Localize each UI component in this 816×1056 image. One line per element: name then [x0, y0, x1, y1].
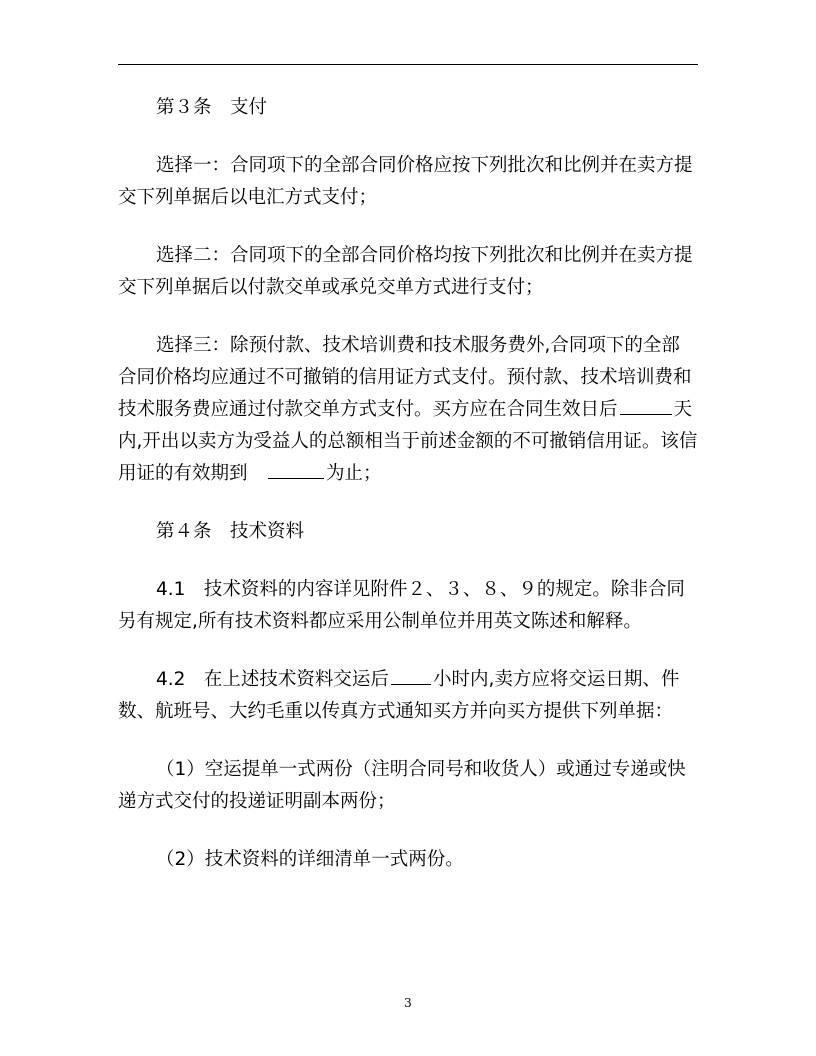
clause-4-2-text-2: 小时内,卖方应将交运日期、件数、航班号、大约毛重以传真方式通知买方并向买方提供下列单据：	[118, 669, 680, 722]
page-number: 3	[404, 996, 412, 1010]
clause-4-1: 4.1 技术资料的内容详见附件２、３、８、９的规定。除非合同另有规定,所有技术资料都应采用公制单位并用英文陈述和解释。	[118, 579, 685, 632]
option-3-text-1: 选择三：除预付款、技术培训费和技术服务费外,合同项下的全部合同价格均应通过不可撤销的信用证方式支付。预付款、技术培训费和技术服务费应通过付款交单方式支付。买方应在合同生效日后	[118, 335, 692, 420]
article-3-option-2: 选择二：合同项下的全部合同价格均按下列批次和比例并在卖方提交下列单据后以付款交单或承兑交单方式进行支付；	[118, 245, 693, 298]
document-body	[118, 92, 698, 876]
header-rule	[118, 64, 698, 65]
article-3-option-3	[118, 330, 698, 490]
article-3-option-1: 选择一：合同项下的全部合同价格应按下列批次和比例并在卖方提交下列单据后以电汇方式支付；	[118, 155, 693, 208]
hours-blank[interactable]	[391, 666, 431, 685]
days-blank[interactable]	[620, 396, 672, 415]
article-4-heading: 第４条 技术资料	[156, 521, 305, 542]
article-3-heading: 第３条 支付	[156, 97, 268, 118]
document-item-1: （1）空运提单一式两份（注明合同号和收货人）或通过专递或快递方式交付的投递证明副本两份；	[118, 759, 686, 812]
document-item-2: （2）技术资料的详细清单一式两份。	[156, 849, 464, 870]
option-3-text-3: 为止；	[326, 463, 382, 484]
expiry-date-blank[interactable]	[268, 460, 324, 479]
clause-4-2-text-1: 4.2 在上述技术资料交运后	[156, 669, 389, 690]
option-3-text-2: 天内,开出以卖方为受益人的总额相当于前述金额的不可撤销信用证。该信用证的有效期到	[118, 399, 698, 484]
clause-4-2	[118, 664, 698, 728]
